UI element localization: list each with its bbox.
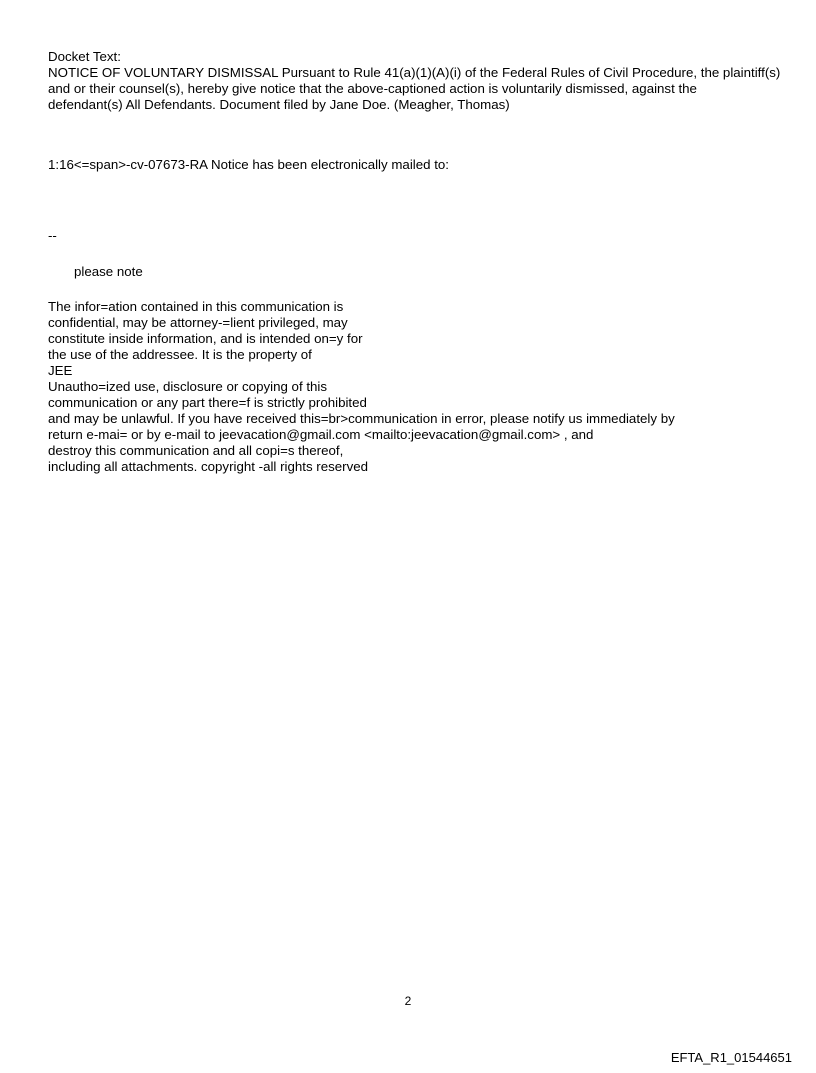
signature-separator: --	[48, 228, 57, 243]
notice-mailed-line: 1:16<=span>-cv-07673-RA Notice has been electronically mailed to:	[48, 157, 449, 172]
docket-label: Docket Text:	[48, 49, 121, 64]
docket-text-block	[48, 49, 788, 113]
docket-line-2: and or their counsel(s), hereby give notice that the above-captioned action is voluntarily dismissed, against the	[48, 81, 697, 96]
disclaimer-line-6: Unautho=ized use, disclosure or copying of this	[48, 379, 328, 394]
confidentiality-disclaimer	[48, 299, 675, 475]
please-note-line: please note	[74, 264, 143, 279]
disclaimer-line-4: the use of the addressee. It is the property of	[48, 347, 312, 362]
docket-line-1: NOTICE OF VOLUNTARY DISMISSAL Pursuant to Rule 41(a)(1)(A)(i) of the Federal Rules of Civil Procedure, the plaintiff(s)	[48, 65, 781, 80]
disclaimer-line-10: destroy this communication and all copi=s thereof,	[48, 443, 344, 458]
disclaimer-line-7: communication or any part there=f is strictly prohibited	[48, 395, 367, 410]
disclaimer-line-8: and may be unlawful. If you have received this=br>communication in error, please notify us immediately by	[48, 411, 675, 426]
disclaimer-line-11: including all attachments. copyright -all rights reserved	[48, 459, 369, 474]
disclaimer-line-1: The infor=ation contained in this communication is	[48, 299, 344, 314]
disclaimer-line-2: confidential, may be attorney-=lient privileged, may	[48, 315, 348, 330]
document-id: EFTA_R1_01544651	[670, 1050, 792, 1065]
page-number: 2	[404, 994, 412, 1008]
docket-line-3: defendant(s) All Defendants. Document filed by Jane Doe. (Meagher, Thomas)	[48, 97, 510, 112]
disclaimer-line-9: return e-mai= or by e-mail to jeevacation@gmail.com <mailto:jeevacation@gmail.com> , and	[48, 427, 594, 442]
disclaimer-line-3: constitute inside information, and is intended on=y for	[48, 331, 363, 346]
disclaimer-line-5: JEE	[48, 363, 73, 378]
